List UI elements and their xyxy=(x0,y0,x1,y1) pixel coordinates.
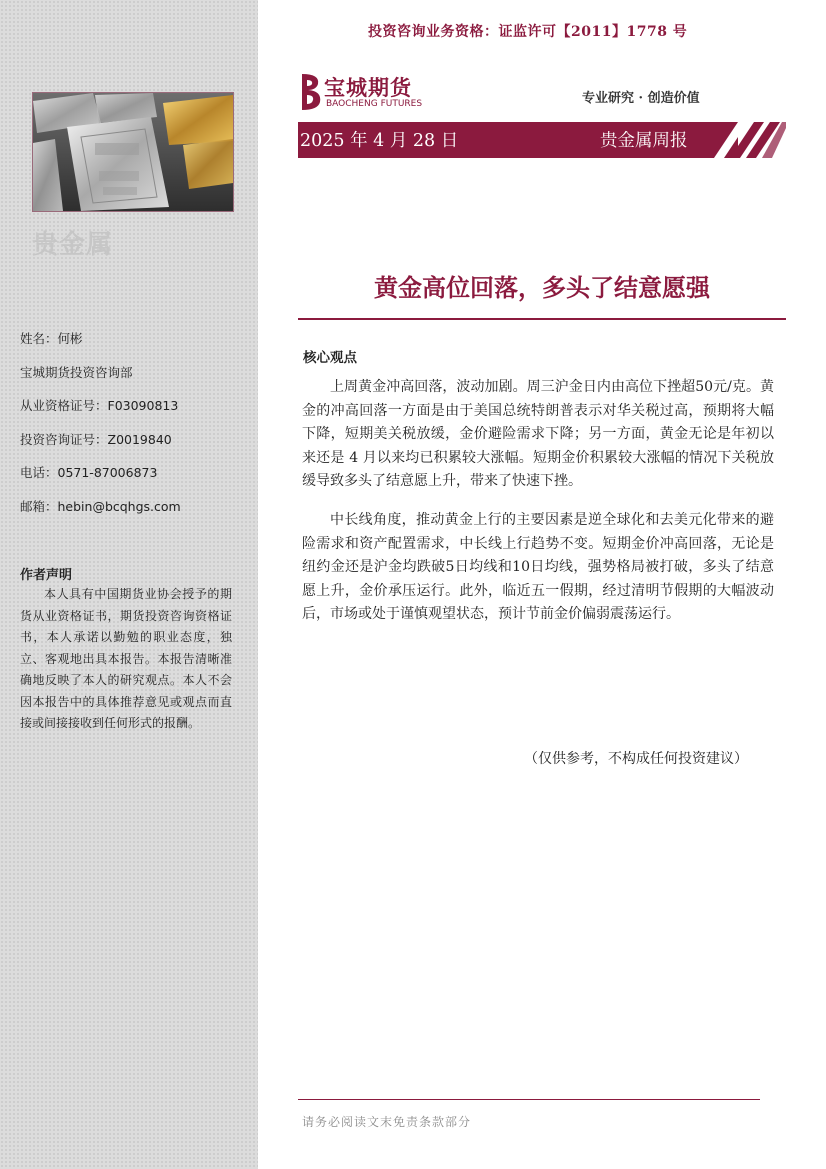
section-heading: 核心观点 xyxy=(303,350,357,366)
title-divider xyxy=(298,318,786,320)
footer-divider xyxy=(298,1099,760,1100)
logo-mark-icon xyxy=(298,72,324,112)
author-phone: 电话：0571-87006873 xyxy=(20,465,158,480)
body-paragraph: 上周黄金冲高回落，波动加剧。周三沪金日内由高位下挫超50元/克。黄金的冲高回落一方面是由于美国总统特朗普表示对华关税过高，预期将大幅下降，短期美关税放缓，金价避险需求下降；另一方面，黄金无论是年初以来还是 4 月以来均已积累较大涨幅。短期金价积累较大涨幅的情况下关税放缓导致多头了结意愿上升，带来了快速下挫。 xyxy=(302,379,774,490)
author-name: 姓名：何彬 xyxy=(20,331,83,346)
author-department: 宝城期货投资咨询部 xyxy=(20,364,133,380)
author-declaration-text: 本人具有中国期货业协会授予的期货从业资格证书，期货投资咨询资格证书，本人承诺以勤勉的职业态度，独立、客观地出具本报告。本报告清晰准确地反映了本人的研究观点。本人不会因本报告中的具体推荐意见或观点而直接或间接接收到任何形式的报酬。 xyxy=(20,587,232,730)
author-consulting-number: 投资咨询证号：Z0019840 xyxy=(20,431,172,447)
report-type: 贵金属周报 xyxy=(600,131,688,151)
author-info xyxy=(20,330,181,531)
precious-metal-bars-image xyxy=(32,92,234,212)
report-body xyxy=(302,376,774,642)
logo-english-name: BAOCHENG FUTURES xyxy=(326,99,423,109)
logo-name: 宝城期货 xyxy=(324,75,412,100)
slogan: 专业研究 · 创造价值 xyxy=(582,91,700,106)
company-logo xyxy=(298,72,438,112)
sidebar xyxy=(0,0,258,1169)
author-qualification-number: 从业资格证号：F03090813 xyxy=(20,398,179,413)
license-line: 投资咨询业务资格：证监许可【2011】1778 号 xyxy=(368,24,688,40)
body-paragraph: 中长线角度，推动黄金上行的主要因素是逆全球化和去美元化带来的避险需求和资产配置需求，中长线上行趋势不变。短期金价冲高回落，无论是纽约金还是沪金均跌破5日均线和10日均线，强势格局被打破，多头了结意愿上升，金价承压运行。此外，临近五一假期，经过清明节假期的大幅波动后，市场或处于谨慎观望状态，预计节前金价偏弱震荡运行。 xyxy=(302,511,774,623)
footer-notice: 请务必阅读文末免责条款部分 xyxy=(302,1115,472,1129)
category-label: 贵金属 xyxy=(32,230,114,260)
reference-disclaimer: （仅供参考，不构成任何投资建议） xyxy=(524,751,748,767)
banner-stripes-icon xyxy=(714,122,786,158)
report-date: 2025 年 4 月 28 日 xyxy=(300,131,459,151)
author-email: 邮箱：hebin@bcqhgs.com xyxy=(20,498,181,514)
report-title: 黄金高位回落，多头了结意愿强 xyxy=(374,274,710,302)
author-declaration-title: 作者声明 xyxy=(20,568,73,583)
